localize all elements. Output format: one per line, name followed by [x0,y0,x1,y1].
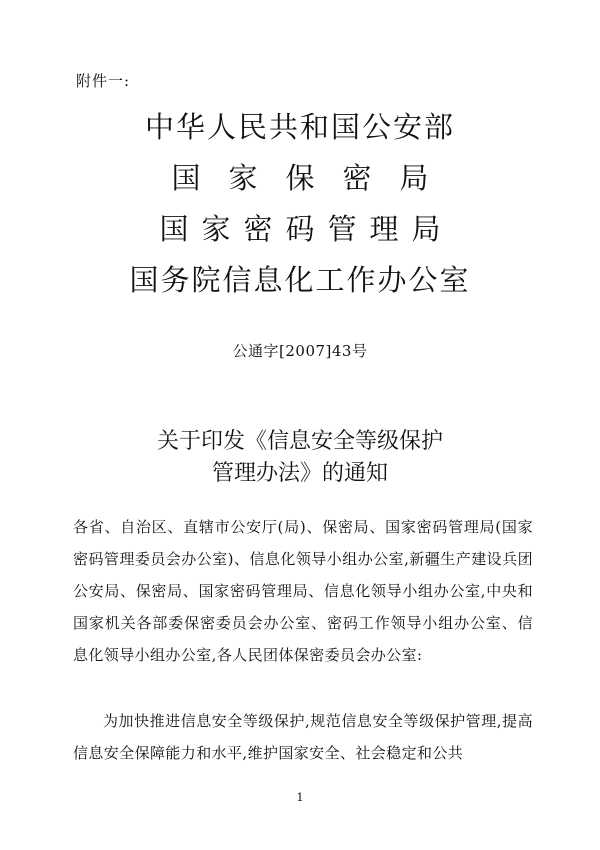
issuer-ministry-of-public-security: 中华人民共和国公安部 [144,110,455,144]
issuer-state-council-informatization-office: 国务院信息化工作办公室 [129,263,471,297]
body-paragraph: 为加快推进信息安全等级保护,规范信息安全等级保护管理,提高信息安全保障能力和水平,维护国家安全、社会稳定和公共 [73,712,533,762]
notice-title-line-2: 管理办法》的通知 [211,461,388,486]
document-number: 公通字[2007]43号 [232,342,368,360]
page-number: 1 [296,791,304,804]
notice-title-line-1: 关于印发《信息安全等级保护 [156,429,443,454]
issuer-state-cryptography-administration: 国家密码管理局 [159,212,454,246]
notice-title [0,426,600,490]
attachment-label: 附件一: [76,72,131,90]
issuer-state-secrets-bureau: 国家保密局 [171,161,457,195]
issuing-authorities [0,102,600,306]
addressees-paragraph: 各省、自治区、直辖市公安厅(局)、保密局、国家密码管理局(国家密码管理委员会办公室)、信息化领导小组办公室,新疆生产建设兵团公安局、保密局、国家密码管理局、信息化领导小组办公室,中央和国家机关各部委保密委员会办公室、密码工作领导小组办公室、信息化领导小组办公室,各人民团体保密委员会办公室: [73,518,533,664]
